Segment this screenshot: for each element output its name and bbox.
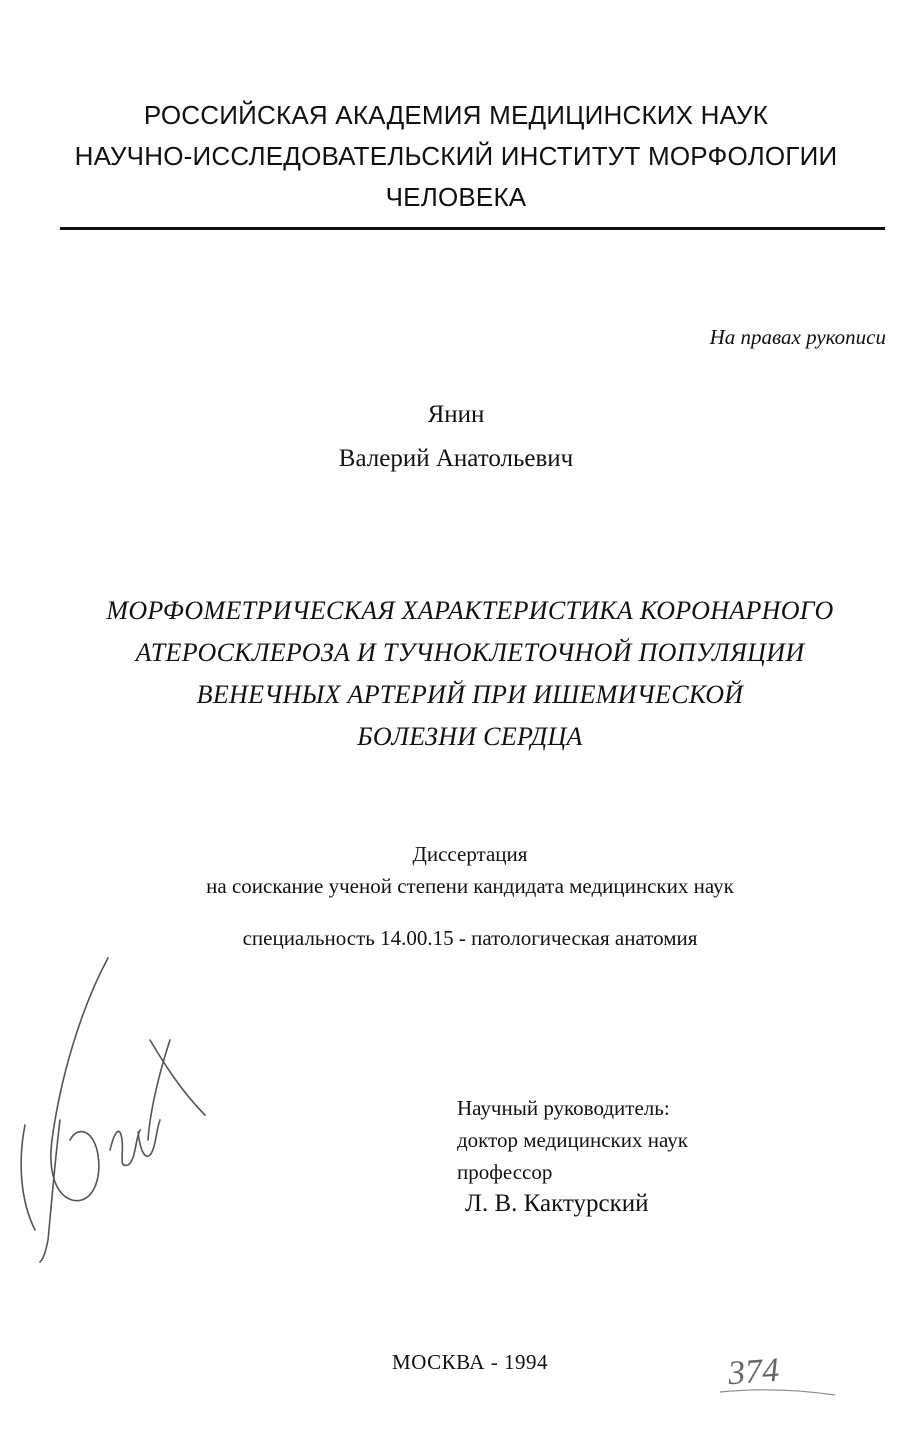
manuscript-rights-note: На правах рукописи	[709, 325, 886, 349]
thesis-title-line-3: ВЕНЕЧНЫХ АРТЕРИЙ ПРИ ИШЕМИЧЕСКОЙ	[196, 680, 744, 709]
supervisor-rank-line	[457, 1156, 688, 1220]
degree-description: на соискание ученой степени кандидата медицинских наук	[206, 874, 734, 898]
degree-type: Диссертация	[412, 842, 528, 866]
organization-header	[0, 95, 912, 218]
archive-number-text: 374	[726, 1351, 781, 1393]
thesis-title-line-4: БОЛЕЗНИ СЕРДЦА	[357, 722, 583, 751]
supervisor-label: Научный руководитель:	[457, 1096, 670, 1120]
header-divider	[60, 227, 885, 230]
supervisor-rank: профессор	[457, 1160, 553, 1184]
supervisor-degree: доктор медицинских наук	[457, 1128, 688, 1152]
org-name-line-1: РОССИЙСКАЯ АКАДЕМИЯ МЕДИЦИНСКИХ НАУК	[143, 100, 769, 130]
supervisor-block	[457, 1092, 688, 1220]
degree-statement	[0, 838, 912, 902]
org-name-line-2: НАУЧНО-ИССЛЕДОВАТЕЛЬСКИЙ ИНСТИТУТ МОРФОЛОГИИ	[74, 141, 838, 171]
place-and-year: МОСКВА - 1994	[392, 1350, 548, 1374]
author-surname: Янин	[427, 401, 485, 428]
thesis-title-line-1: МОРФОМЕТРИЧЕСКАЯ ХАРАКТЕРИСТИКА КОРОНАРНОГО	[106, 596, 834, 625]
supervisor-name: Л. В. Кактурский	[465, 1190, 649, 1217]
thesis-title	[0, 590, 912, 758]
specialty-statement: специальность 14.00.15 - патологическая анатомия	[242, 926, 698, 950]
archive-number-underline	[720, 1390, 835, 1395]
thesis-title-line-2: АТЕРОСКЛЕРОЗА И ТУЧНОКЛЕТОЧНОЙ ПОПУЛЯЦИИ	[135, 638, 805, 667]
author-block	[0, 393, 912, 481]
org-name-line-3: ЧЕЛОВЕКА	[385, 182, 527, 212]
author-given-names: Валерий Анатольевич	[338, 445, 574, 472]
